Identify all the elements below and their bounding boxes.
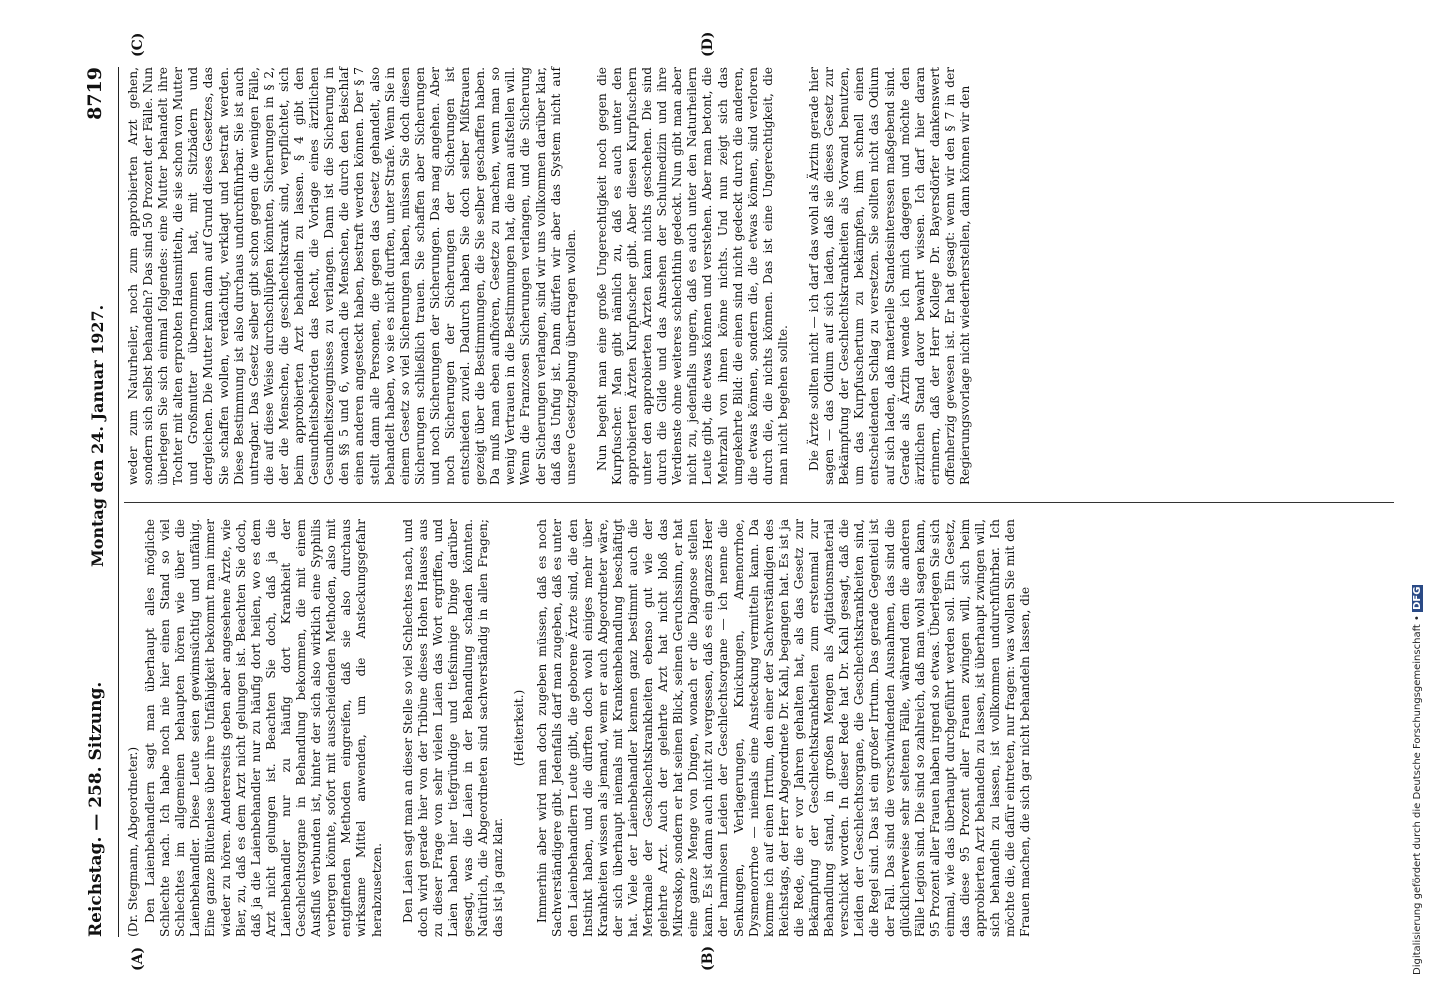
dfg-logo: DFG xyxy=(1412,586,1423,610)
header-session: Reichstag. — 258. Sitzung. xyxy=(86,681,106,937)
digitization-credit xyxy=(1412,585,1423,975)
interjection: (Heiterkeit.) xyxy=(512,689,527,767)
credit-text: Digitalisierung gefördert durch die Deutsche Forschungsgemeinschaft • xyxy=(1412,615,1423,975)
paragraph: Die Ärzte sollten nicht — ich darf das wohl als Ärztin gerade hier sagen — das Odium auf sich laden, daß sie dieses Gesetz zur Bekämpfung der Geschlechtskrankheiten als Vorwand benutzen, um das Kurpfuschertum zu bekämpfen, ihm schnell einen entscheidenden Schlag zu versetzen. Sie sollten nicht das Odium auf sich laden, daß materielle Standesinteressen maßgebend sind. Gerade als Ärztin wende ich mich dagegen und möchte den ärztlichen Stand davor bewahrt wissen. Ich darf hier daran erinnern, daß der Herr Kollege Dr. Bayersdörfer dankenswert offenherzig gewesen ist. Er hat gesagt: wenn wir den § 7 in der Regierungsvorlage nicht wiederherstellen, dann können wir den xyxy=(807,67,972,485)
paragraph: weder zum Naturheiler, noch zum approbierten Arzt gehen, sondern sich selbst behandeln? Das sind 50 Prozent der Fälle. Nun überlegen Sie sich einmal folgendes: eine Mutter behandelt ihre Tochter mit alten erprobten Hausmitteln, die sie schon von Mutter und Großmutter übernommen hat, mit Sitzbädern und dergleichen. Die Mutter kann dann auf Grund dieses Gesetzes, das Sie schaffen wollen, verdächtigt, verklagt und bestraft werden. Diese Bestimmung ist also durchaus undurchführbar. Sie ist auch untragbar. Das Gesetz selber gibt schon gegen die wenigen Fälle, die auf diese Weise durchschlüpfen könnten, Sicherungen in § 2, der die Menschen, die geschlechtskrank sind, verpflichtet, sich beim approbierten Arzt behandeln zu lassen. § 4 gibt den Gesundheitsbehörden das Recht, die Vorlage eines ärztlichen Gesundheitszeugnisses zu verlangen. Dann ist die Sicherung in den §§ 5 und 6, wonach die Menschen, die durch den Beischlaf einen anderen angesteckt haben, bestraft werden können. Der § 7 stellt dann alle Personen, die gegen das Gesetz gehandelt, also behandelt haben, wo sie es nicht durften, unter Strafe. Wenn Sie in einem Gesetz so viel Sicherungen haben, müssen Sie doch diesen Sicherungen schließlich trauen. Sie schaffen aber Sicherungen und noch Sicherungen der Sicherungen. Das mag angehen. Aber noch Sicherungen der Sicherungen der Sicherungen ist entschieden zuviel. Dadurch haben Sie doch selber Mißtrauen gezeigt über die Bestimmungen, die Sie selber geschaffen haben. Da muß man eben aufhören, Gesetze zu machen, wenn man so wenig Vertrauen in die Bestimmungen hat, die man aufstellen will. Wenn die Franzosen Sicherungen verlangen, und die Sicherung der Sicherungen verlangen, sind wir uns vollkommen darüber klar, daß das Unfug ist. Dann dürfen wir aber das System nicht auf unsere Gesetzgebung übertragen wollen. xyxy=(126,67,578,485)
rotated-page xyxy=(80,31,1410,971)
margin-marker-b: (B) xyxy=(700,945,716,971)
paragraph: Immerhin aber wird man doch zugeben müssen, daß es noch Sachverständigere gibt. Jedenfalls darf man zugeben, daß es unter den Laienbehandlern Leute gibt, die geborene Ärzte sind, die den Instinkt haben, und die dürften doch wohl einiges mehr über Krankheiten wissen als jemand, wenn er auch Abgeordneter wäre, der sich überhaupt niemals mit Krankenbehandlung beschäftigt hat. Viele der Laienbehandler kennen ganz bestimmt auch die Merkmale der Geschlechtskrankheiten ebenso gut wie der gelehrte Arzt. Auch der gelehrte Arzt hat nicht bloß das Mikroskop, sondern er hat seinen Blick, seinen Geruchssinn, er hat eine ganze Menge von Dingen, wonach er die Diagnose stellen kann. Es ist dann auch nicht zu vergessen, daß es ein ganzes Heer der harmlosen Leiden der Geschlechtsorgane — ich nenne die Senkungen, Verlagerungen, Knickungen, Amenorrhoe, Dysmenorrhoe — niemals eine Ansteckung vermitteln kann. Da komme ich auf einen Irrtum, den einer der Sachverständigen des Reichstags, der Herr Abgeordnete Dr. Kahl, begangen hat. Es ist ja die Rede, die er vor Jahren gehalten hat, als das Gesetz zur Bekämpfung der Geschlechtskrankheiten zum erstenmal zur Behandlung stand, in großen Mengen als Agitationsmaterial verschickt worden. In dieser Rede hat Dr. Kahl gesagt, daß die Leiden der Geschlechtsorgane, die Geschlechtskrankheiten sind, die Regel sind. Das ist ein großer Irrtum. Das gerade Gegenteil ist der Fall. Das sind die verschwindenden Ausnahmen, das sind die glücklicherweise sehr seltenen Fälle, während dem die anderen Fälle Legion sind. Die sind so zahlreich, daß man wohl sagen kann, 95 Prozent aller Frauen haben irgend so etwas. Überlegen Sie sich einmal, wie das überhaupt durchgeführt werden soll. Ein Gesetz, das diese 95 Prozent aller Frauen zwingen will, sich beim approbierten Arzt behandeln zu lassen, ist überhaupt zwingen will, sich behandeln zu lassen, ist vollkommen undurchführbar. Ich möchte die, die dafür eintreten, nur fragen: was wollen Sie mit den Frauen machen, die sich gar nicht behandeln lassen, die xyxy=(535,519,1033,937)
page-header xyxy=(80,67,119,937)
margin-marker-d: (D) xyxy=(700,31,716,57)
paragraph: Den Laien sagt man an dieser Stelle so viel Schlechtes nach, und doch wird gerade hier von der Tribüne dieses Hohen Hauses aus zu dieser Frage von sehr vielen Laien das Wort ergriffen, und Laien haben hier tiefgründige und tiefsinnige Dinge darüber gesagt, was die Laien in der Behandlung schaden könnten. Natürlich, die Abgeordneten sind sachverständig in allen Fragen; das ist ja ganz klar. xyxy=(400,519,506,937)
header-date: Montag den 24. Januar 1927. xyxy=(88,304,107,567)
page-number: 8719 xyxy=(84,67,106,120)
margin-marker-a: (A) xyxy=(130,946,146,971)
paragraph: Den Laienbehandlern sagt man überhaupt alles mögliche Schlechte nach. Ich habe noch nie hier einen Stand so viel Schlechtes im allgemeinen behaupten hören wie über die Laienbehandler. Diese Leute seien gewinnsüchtig und unfähig. Eine ganze Blütenlese über ihre Unfähigkeit bekommt man immer wieder zu hören. Andererseits geben aber angesehene Ärzte, wie Bier, zu, daß es dem Arzt nicht gelungen ist. Beachten Sie doch, daß ja die Laienbehandler nur zu häufig dort heilen, wo es dem Arzt nicht gelungen ist. Beachten Sie doch, daß ja die Laienbehandler nur zu häufig dort Krankheit der Geschlechtsorgane in Behandlung bekommen, die mit einem Ausfluß verbunden ist, hinter der sich also wirklich eine Syphilis verbergen könnte, sofort mit ausscheidenden Methoden, also mit entgiftenden Methoden eingreifen, daß sie also durchaus wirksame Mittel anwenden, um die Ansteckungsgefahr herabzusetzen. xyxy=(143,519,384,937)
left-column xyxy=(126,519,1035,937)
paragraph: Nun begeht man eine große Ungerechtigkeit noch gegen die Kurpfuscher. Man gibt nämlich zu, daß es auch unter den approbierten Ärzten Kurpfuscher gibt. Aber diesen Kurpfuschern unter den approbierten Ärzten kann nichts geschehen. Die sind durch die Gilde und das Ansehen der Schulmedizin und ihre Verdienste ohne weiteres schlechthin gedeckt. Nun gibt man aber nicht zu, jedenfalls ungern, daß es auch unter den Naturheilern Leute gibt, die etwas können und verstehen. Aber man betont, die Mehrzahl von ihnen könne nichts. Und nun zeigt sich das umgekehrte Bild: die einen sind nicht gedeckt durch die anderen, die etwas können, sondern die, die etwas können, sind verloren durch die, die nichts können. Das ist eine Ungerechtigkeit, die man nicht begehen sollte. xyxy=(594,67,790,485)
right-column xyxy=(126,67,975,485)
column-divider xyxy=(124,502,1394,503)
speaker-line: (Dr. Stegmann, Abgeordneter.) xyxy=(126,746,140,937)
margin-marker-c: (C) xyxy=(130,32,146,57)
